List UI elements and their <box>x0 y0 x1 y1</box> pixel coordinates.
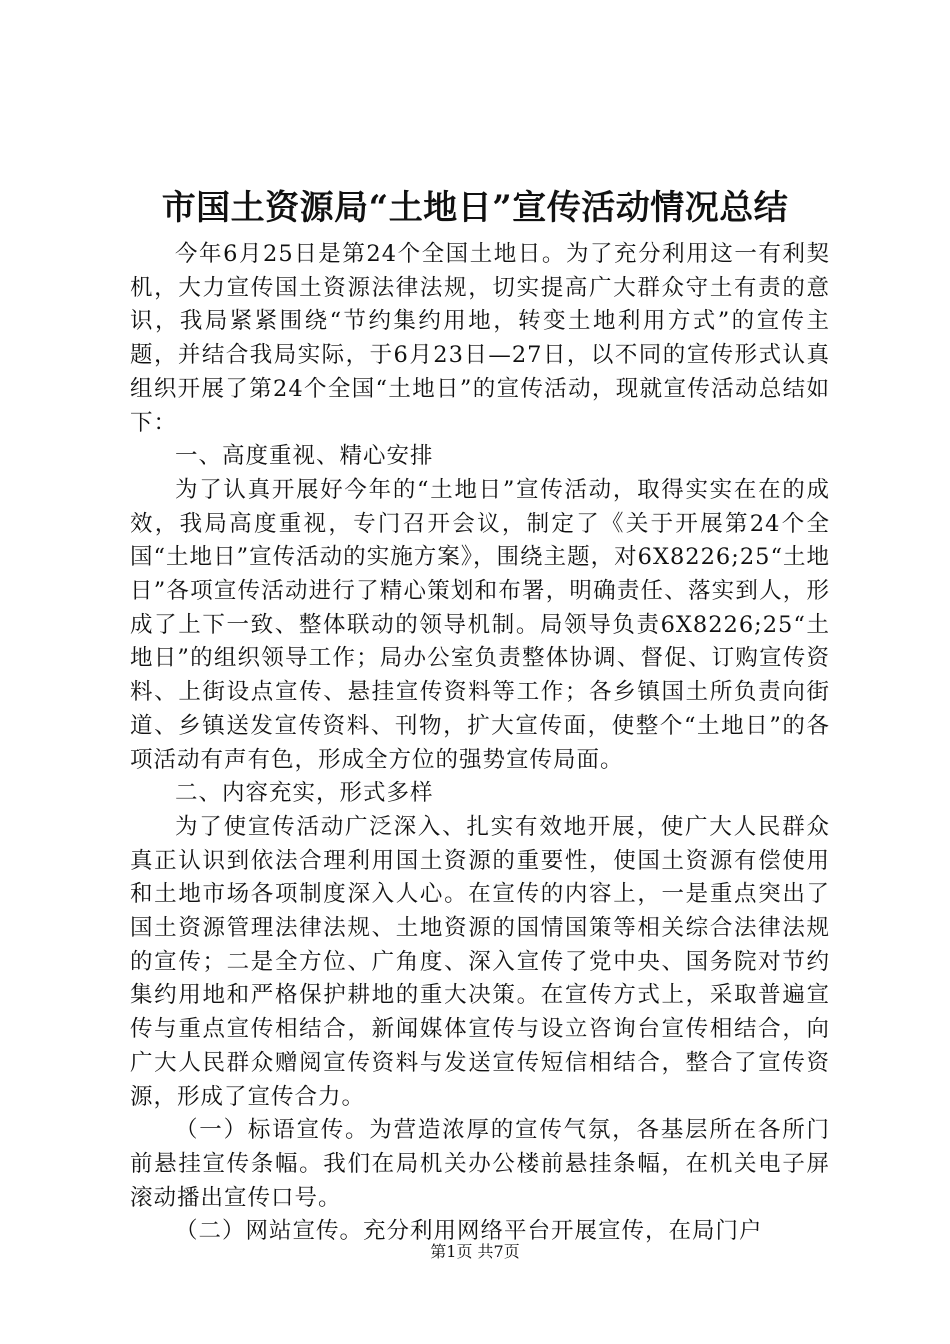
section-heading-2: 二、内容充实，形式多样 <box>175 780 434 807</box>
section-heading-1: 一、高度重视、精心安排 <box>175 443 434 470</box>
page-footer: 第1页 共7页 <box>430 1242 520 1261</box>
document-title: 市国土资源局“土地日”宣传活动情况总结 <box>161 188 789 228</box>
section-2-paragraph: 为了使宣传活动广泛深入、扎实有效地开展，使广大人民群众真正认识到依法合理利用国土资源的重要性，使国土资源有偿使用和土地市场各项制度深入人心。在宣传的内容上，一是重点突出了国土资源管理法律法规、土地资源的国情国策等相关综合法律法规的宣传；二是全方位、广角度、深入宣传了党中央、国务院对节约集约用地和严格保护耕地的重大决策。在宣传方式上，采取普遍宣传与重点宣传相结合，新闻媒体宣传与设立咨询台宣传相结合，向广大人民群众赠阅宣传资料与发送宣传短信相结合，整合了宣传资源，形成了宣传合力。 <box>130 813 830 1110</box>
subsection-2-paragraph: （二）网站宣传。充分利用网络平台开展宣传，在局门户 <box>175 1218 763 1245</box>
section-1-paragraph: 为了认真开展好今年的“土地日”宣传活动，取得实实在在的成效，我局高度重视，专门召开会议，制定了《关于开展第24个全国“土地日”宣传活动的实施方案》，围绕主题，对6X8226;25“土地日”各项宣传活动进行了精心策划和布署，明确责任、落实到人，形成了上下一致、整体联动的领导机制。局领导负责6X8226;25“土地日”的组织领导工作；局办公室负责整体协调、督促、订购宣传资料、上街设点宣传、悬挂宣传资料等工作；各乡镇国土所负责向街道、乡镇送发宣传资料、刊物，扩大宣传面，使整个“土地日”的各项活动有声有色，形成全方位的强势宣传局面。 <box>130 476 830 773</box>
document-body <box>130 238 830 1249</box>
subsection-1-paragraph: （一）标语宣传。为营造浓厚的宣传气氛，各基层所在各所门前悬挂宣传条幅。我们在局机关办公楼前悬挂条幅，在机关电子屏滚动播出宣传口号。 <box>130 1117 830 1211</box>
intro-paragraph: 今年6月25日是第24个全国土地日。为了充分利用这一有利契机，大力宣传国土资源法律法规，切实提高广大群众守土有责的意识，我局紧紧围绕“节约集约用地，转变土地利用方式”的宣传主题，并结合我局实际，于6月23日—27日，以不同的宣传形式认真组织开展了第24个全国“土地日”的宣传活动，现就宣传活动总结如下： <box>130 241 830 436</box>
